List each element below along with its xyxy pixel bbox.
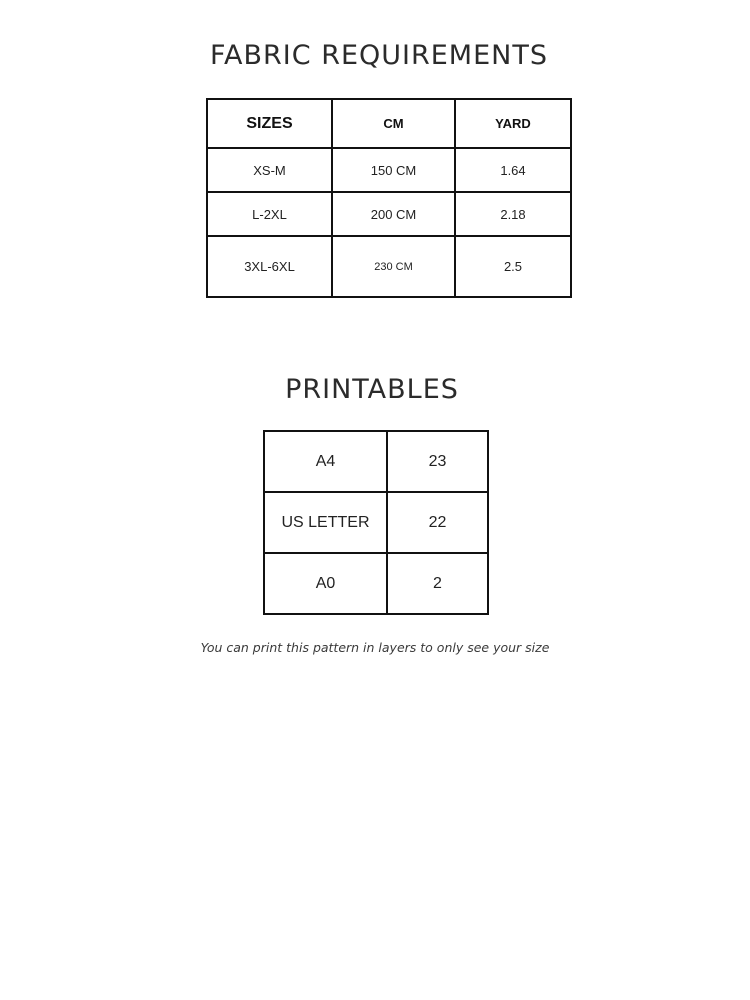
size-cell: 3XL-6XL (207, 236, 332, 297)
table-row (207, 236, 571, 297)
yard-cell: 1.64 (455, 148, 571, 192)
yard-cell: 2.18 (455, 192, 571, 236)
table-row (207, 148, 571, 192)
table-header-row (207, 99, 571, 148)
cm-cell: 200 CM (332, 192, 455, 236)
table-row (264, 553, 488, 614)
size-cell: L-2XL (207, 192, 332, 236)
column-header-yard: YARD (455, 99, 571, 148)
table-row (207, 192, 571, 236)
page-count-cell: 2 (387, 553, 488, 614)
yard-cell: 2.5 (455, 236, 571, 297)
layer-print-note: You can print this pattern in layers to only see your size (200, 640, 550, 655)
fabric-requirements-table (206, 98, 572, 298)
table-row (264, 492, 488, 553)
page-count-cell: 22 (387, 492, 488, 553)
paper-size-cell: A4 (264, 431, 387, 492)
column-header-sizes: SIZES (207, 99, 332, 148)
paper-size-cell: US LETTER (264, 492, 387, 553)
printables-table (263, 430, 489, 615)
column-header-cm: CM (332, 99, 455, 148)
table-row (264, 431, 488, 492)
paper-size-cell: A0 (264, 553, 387, 614)
cm-cell: 150 CM (332, 148, 455, 192)
fabric-requirements-title: FABRIC REQUIREMENTS (209, 40, 548, 71)
printables-title: PRINTABLES (285, 374, 459, 405)
size-cell: XS-M (207, 148, 332, 192)
cm-cell: 230 CM (332, 236, 455, 297)
page-count-cell: 23 (387, 431, 488, 492)
